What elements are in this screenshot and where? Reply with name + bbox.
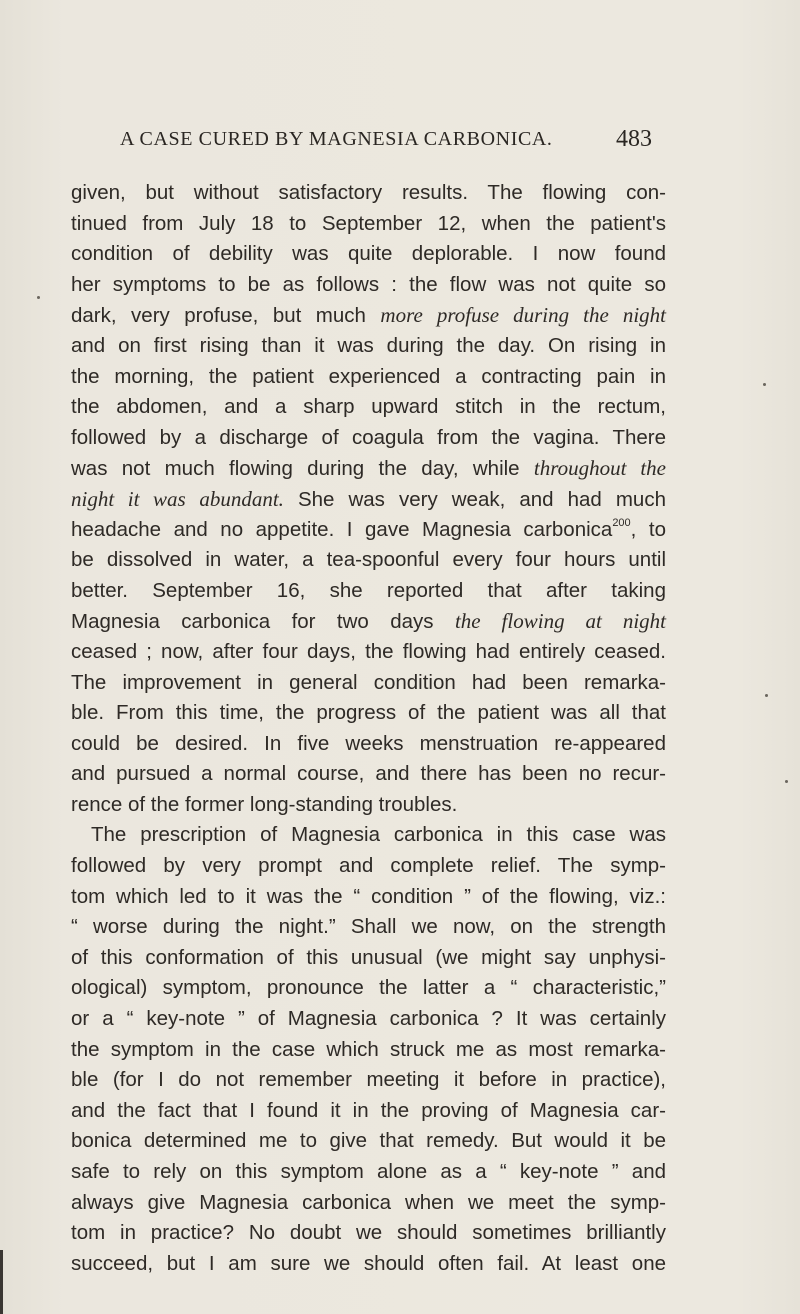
text-line: “ worse during the night.” Shall we now, on the strength	[71, 915, 666, 939]
text-line: ble. From this time, the progress of the patient was all that	[71, 701, 666, 725]
text-line: bonica determined me to give that remedy. But would it be	[71, 1129, 666, 1153]
text-line: tom in practice? No doubt we should sometimes brilliantly	[71, 1221, 666, 1245]
text-line: The improvement in general condition had been remarka-	[71, 670, 666, 694]
text-line: the abdomen, and a sharp upward stitch in the rectum,	[71, 395, 666, 419]
italic-emphasis: throughout the	[533, 456, 667, 481]
italic-emphasis: night it was abundant.	[71, 486, 284, 511]
body-text	[71, 178, 666, 1279]
margin-speck	[763, 383, 766, 386]
margin-speck	[785, 780, 788, 783]
text-line: always give Magnesia carbonica when we meet the symp-	[71, 1190, 666, 1214]
text-line: her symptoms to be as follows : the flow was not quite so	[71, 272, 666, 296]
text-line: ceased ; now, after four days, the flowing had entirely ceased.	[71, 639, 666, 663]
potency-superscript: 200	[612, 516, 631, 529]
text-line: and on first rising than it was during the day. On rising in	[71, 333, 666, 357]
margin-speck	[37, 296, 40, 299]
page-header	[120, 126, 652, 158]
text-line: better. September 16, she reported that after taking	[71, 578, 666, 602]
page-number: 483	[616, 126, 652, 152]
text-line: could be desired. In five weeks menstruation re-appeared	[71, 731, 666, 755]
text-line: ble (for I do not remember meeting it before in practice),	[71, 1068, 666, 1092]
running-head: A CASE CURED BY MAGNESIA CARBONICA.	[120, 128, 553, 150]
text-line: followed by very prompt and complete relief. The symp-	[71, 854, 666, 878]
italic-emphasis: more profuse during the night	[380, 303, 666, 328]
italic-emphasis: the flowing at night	[454, 609, 666, 634]
text-line: and pursued a normal course, and there has been no recur-	[71, 762, 666, 786]
text-line: the morning, the patient experienced a contracting pain in	[71, 364, 666, 388]
text-line: given, but without satisfactory results. The flowing con-	[71, 181, 666, 204]
page-edge-shadow	[0, 1250, 3, 1314]
text-line: The prescription of Magnesia carbonica in this case was	[91, 823, 666, 847]
text-line: safe to rely on this symptom alone as a “ key-note ” and	[71, 1160, 666, 1183]
text-line: was not much flowing during the day, while throughout the	[71, 456, 667, 481]
text-line: night it was abundant. She was very weak, and had much	[71, 486, 666, 511]
text-line: or a “ key-note ” of Magnesia carbonica ? It was certainly	[71, 1007, 666, 1031]
text-line: be dissolved in water, a tea-spoonful every four hours until	[71, 548, 666, 572]
text-line: Magnesia carbonica for two days the flowing at night	[71, 609, 666, 634]
text-line: ological) symptom, pronounce the latter a “ characteristic,”	[71, 976, 666, 1000]
text-line: and the fact that I found it in the proving of Magnesia car-	[71, 1098, 666, 1122]
text-line: dark, very profuse, but much more profuse during the night	[71, 303, 666, 328]
margin-speck	[765, 694, 768, 697]
text-line: headache and no appetite. I gave Magnesia carbonica$^{200}$, to	[71, 516, 666, 541]
text-line: followed by a discharge of coagula from the vagina. There	[71, 425, 666, 449]
text-line: rence of the former long-standing troubles.	[71, 792, 458, 816]
text-line: the symptom in the case which struck me as most remarka-	[71, 1037, 666, 1061]
text-line: tom which led to it was the “ condition ” of the flowing, viz.:	[71, 884, 666, 908]
text-line: of this conformation of this unusual (we might say unphysi-	[71, 945, 666, 969]
text-line: succeed, but I am sure we should often fail. At least one	[71, 1251, 666, 1275]
text-line: condition of debility was quite deplorable. I now found	[71, 242, 666, 266]
text-line: tinued from July 18 to September 12, when the patient's	[71, 211, 666, 235]
